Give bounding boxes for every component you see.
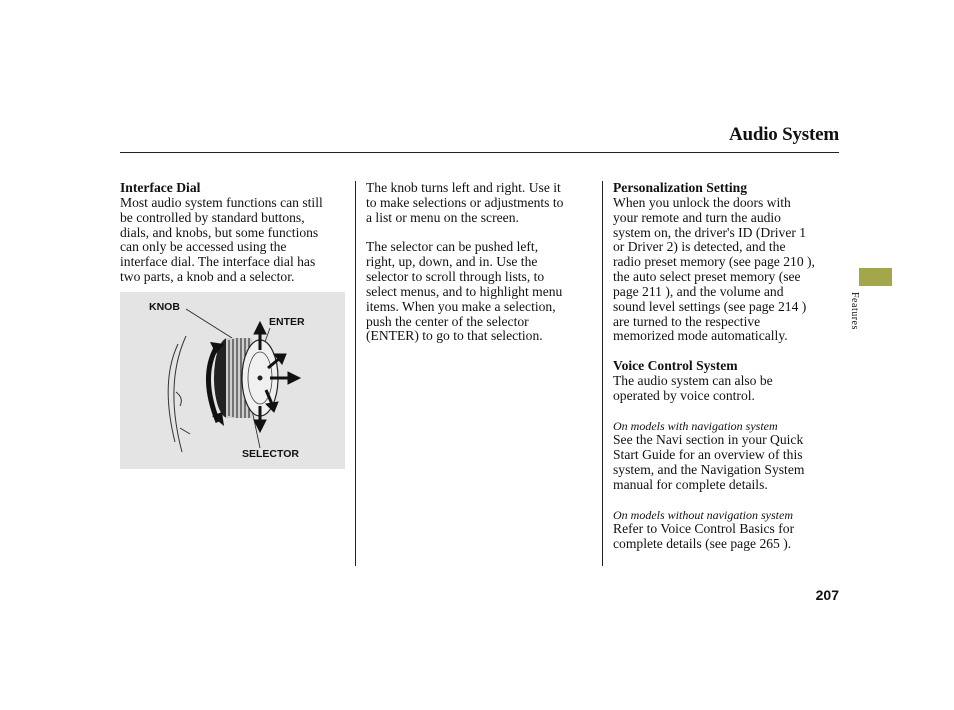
col3-line: When you unlock the doors with [613, 194, 791, 210]
col2-line: items. When you make a selection, [366, 298, 556, 314]
col3-line: system, and the Navigation System [613, 462, 805, 478]
column-knob-selector [366, 181, 598, 344]
column-divider [602, 181, 603, 566]
col3-line: page 211 ), and the volume and [613, 283, 784, 299]
col1-line: be controlled by standard buttons, [120, 209, 305, 225]
col3-line: operated by voice control. [613, 387, 755, 403]
selector-label: SELECTOR [242, 448, 299, 460]
page-number: 207 [815, 587, 839, 603]
interface-dial-illustration [120, 292, 345, 469]
col3-line: Refer to Voice Control Basics for [613, 521, 795, 537]
col3-line: or Driver 2) is detected, and the [613, 239, 786, 255]
col3-line: are turned to the respective [613, 313, 761, 329]
col3-line: the auto select preset memory (see [613, 269, 801, 285]
section-tab [859, 268, 892, 286]
voice-control-heading: Voice Control System [613, 358, 738, 374]
features-label: Features [849, 292, 860, 330]
interface-dial-heading: Interface Dial [120, 180, 201, 195]
column-divider [355, 181, 356, 566]
col3-line: See the Navi section in your Quick [613, 432, 804, 448]
col2-line: right, up, down, and in. Use the [366, 254, 538, 270]
knob-label: KNOB [149, 301, 180, 313]
column-personalization [613, 181, 848, 552]
col2-line: a list or menu on the screen. [366, 209, 519, 225]
col3-line: sound level settings (see page 214 ) [613, 298, 807, 314]
col2-line: select menus, and to highlight menu [366, 283, 563, 299]
col3-line: Start Guide for an overview of this [613, 447, 803, 463]
col2-line: The selector can be pushed left, [366, 239, 539, 255]
page-title: Audio System [728, 124, 839, 145]
col3-line: complete details (see page 265 ). [613, 536, 792, 552]
nav-models-note: On models with navigation system [613, 418, 778, 433]
personalization-heading: Personalization Setting [613, 180, 748, 195]
col2-line: to make selections or adjustments to [366, 194, 564, 210]
col1-line: Most audio system functions can still [120, 194, 323, 210]
col1-line: can only be accessed using the [120, 239, 287, 255]
col2-line: push the center of the selector [366, 313, 529, 329]
non-nav-models-note: On models without navigation system [613, 507, 793, 522]
col2-line: The knob turns left and right. Use it [366, 180, 561, 195]
col3-line: system on, the driver's ID (Driver 1 [613, 224, 807, 240]
col1-line: two parts, a knob and a selector. [120, 269, 295, 285]
interface-dial-figure [120, 292, 345, 469]
col3-line: radio preset memory (see page 210 ), [613, 254, 815, 270]
col3-line: The audio system can also be [613, 372, 773, 388]
section-side-label [846, 292, 866, 340]
col1-line: dials, and knobs, but some functions [120, 224, 319, 240]
col1-line: interface dial. The interface dial has [120, 254, 316, 270]
col2-line: (ENTER) to go to that selection. [366, 328, 543, 344]
col2-line: selector to scroll through lists, to [366, 269, 545, 285]
col3-line: manual for complete details. [613, 476, 768, 492]
column-interface-dial [120, 181, 350, 285]
enter-label: ENTER [269, 316, 305, 328]
title-rule [120, 152, 839, 153]
col3-line: memorized mode automatically. [613, 328, 788, 344]
col3-line: your remote and turn the audio [613, 209, 781, 225]
